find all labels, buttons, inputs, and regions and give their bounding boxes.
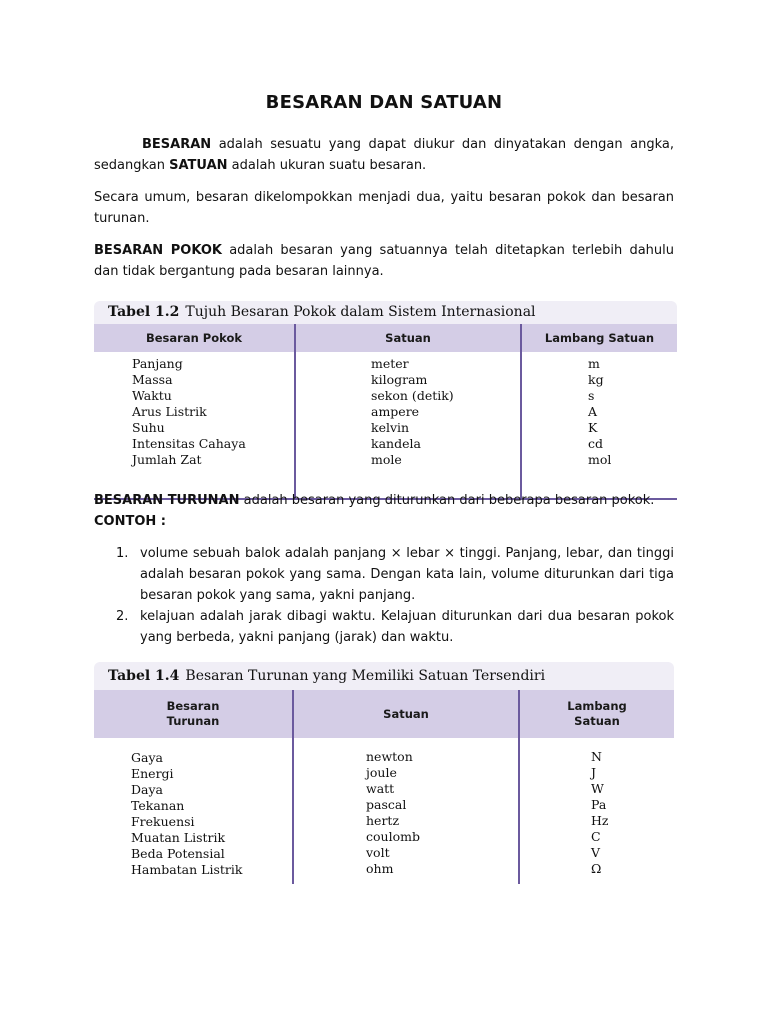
examples-list (94, 543, 674, 648)
table-cell: cd (588, 436, 604, 451)
classification-paragraph: Secara umum, besaran dikelompokkan menjadi dua, yaitu besaran pokok dan besaran turunan. (94, 190, 674, 226)
table-cell: C (591, 829, 601, 844)
table-cell: Massa (132, 372, 173, 387)
list-item (94, 606, 674, 648)
table-cell: joule (366, 765, 397, 780)
term-besaran-turunan: BESARAN TURUNAN (94, 493, 240, 508)
table-cell: Tekanan (131, 798, 185, 813)
table-cell: Jumlah Zat (132, 452, 202, 467)
table-cell: Beda Potensial (131, 846, 225, 861)
column-besaran (94, 738, 292, 884)
table-caption (94, 662, 674, 690)
column-satuan (292, 738, 518, 884)
table-cell: A (588, 404, 598, 419)
list-text: volume sebuah balok adalah panjang × lebar × tinggi. Panjang, lebar, dan tinggi adalah besaran pokok yang sama. Dengan kata lain, volume diturunkan dari tiga besaran pokok yang sama, yakni panjang. (140, 546, 674, 603)
term-besaran-pokok: BESARAN POKOK (94, 243, 222, 258)
table-cell: kg (588, 372, 604, 387)
intro-text-1: adalah sesuatu yang dapat diukur dan dinyatakan dengan angka, sedangkan (94, 137, 674, 173)
table-caption (94, 301, 677, 324)
table-cell: Waktu (132, 388, 172, 403)
besaran-pokok-definition: adalah besaran yang satuannya telah ditetapkan terlebih dahulu dan tidak bergantung pada besaran lainnya. (94, 243, 675, 279)
table-cell: s (588, 388, 595, 403)
contoh-label: CONTOH : (94, 514, 166, 529)
intro-paragraph (94, 134, 674, 176)
table-cell: coulomb (366, 829, 420, 844)
column-lambang (518, 738, 674, 884)
table-cell: m (588, 356, 600, 371)
table-cell: ohm (366, 861, 394, 876)
table-cell: V (591, 845, 601, 860)
column-besaran (94, 352, 294, 498)
table-cell: pascal (366, 797, 407, 812)
table-cell: sekon (detik) (371, 388, 454, 403)
term-besaran: BESARAN (142, 137, 212, 152)
table-cell: Hz (591, 813, 609, 828)
table-cell: N (591, 749, 602, 764)
table-number: Tabel 1.4 (108, 668, 180, 684)
table-cell: Frekuensi (131, 814, 195, 829)
list-item (94, 543, 674, 606)
table-body (94, 352, 677, 498)
besaran-turunan-paragraph (94, 490, 674, 532)
table-cell: Energi (131, 766, 174, 781)
header-besaran-pokok: Besaran Pokok (145, 330, 242, 345)
table-cell: mole (371, 452, 402, 467)
list-text: kelajuan adalah jarak dibagi waktu. Kelajuan diturunkan dari dua besaran pokok yang berbeda, yakni panjang (jarak) dan waktu. (140, 609, 674, 645)
list-number: 1. (116, 546, 129, 561)
header-lambang-satuan: Lambang Satuan (520, 324, 677, 352)
intro-text-2: adalah ukuran suatu besaran. (227, 158, 427, 173)
table-besaran-turunan (94, 662, 674, 884)
header-lambang-satuan: Lambang Satuan (518, 690, 674, 738)
table-cell: mol (588, 452, 612, 467)
table-besaran-pokok (94, 301, 677, 500)
table-cell: Arus Listrik (132, 404, 207, 419)
table-header (94, 324, 677, 352)
table-cell: Intensitas Cahaya (132, 436, 246, 451)
table-cell: J (591, 765, 597, 780)
table-title: Besaran Turunan yang Memiliki Satuan Tersendiri (185, 668, 546, 684)
besaran-turunan-definition: adalah besaran yang diturunkan dari beberapa besaran pokok. (239, 493, 655, 508)
table-header (94, 690, 674, 738)
table-cell: volt (366, 845, 390, 860)
table-number: Tabel 1.2 (108, 304, 180, 320)
header-besaran-turunan: Besaran Turunan (166, 699, 220, 728)
table-cell: K (588, 420, 598, 435)
header-satuan: Satuan (294, 324, 520, 352)
table-cell: Ω (591, 861, 602, 876)
table-cell: watt (366, 781, 395, 796)
table-cell: kilogram (371, 372, 428, 387)
table-cell: Suhu (132, 420, 165, 435)
table-cell: hertz (366, 813, 400, 828)
table-body (94, 738, 674, 884)
table-cell: Pa (591, 797, 607, 812)
table-cell: kelvin (371, 420, 410, 435)
table-cell: Muatan Listrik (131, 830, 226, 845)
column-lambang (520, 352, 677, 498)
table-cell: Hambatan Listrik (131, 862, 243, 877)
page-title: BESARAN DAN SATUAN (265, 92, 503, 113)
table-cell: kandela (371, 436, 421, 451)
term-satuan: SATUAN (169, 158, 228, 173)
header-satuan: Satuan (292, 690, 518, 738)
list-number: 2. (116, 609, 129, 624)
table-cell: Gaya (131, 750, 163, 765)
table-cell: W (591, 781, 604, 796)
table-title: Tujuh Besaran Pokok dalam Sistem Internasional (185, 304, 536, 320)
table-cell: Daya (131, 782, 163, 797)
table-cell: Panjang (132, 356, 183, 371)
table-cell: newton (366, 749, 413, 764)
table-cell: meter (371, 356, 409, 371)
column-satuan (294, 352, 520, 498)
besaran-pokok-paragraph (94, 240, 674, 282)
table-cell: ampere (371, 404, 420, 419)
